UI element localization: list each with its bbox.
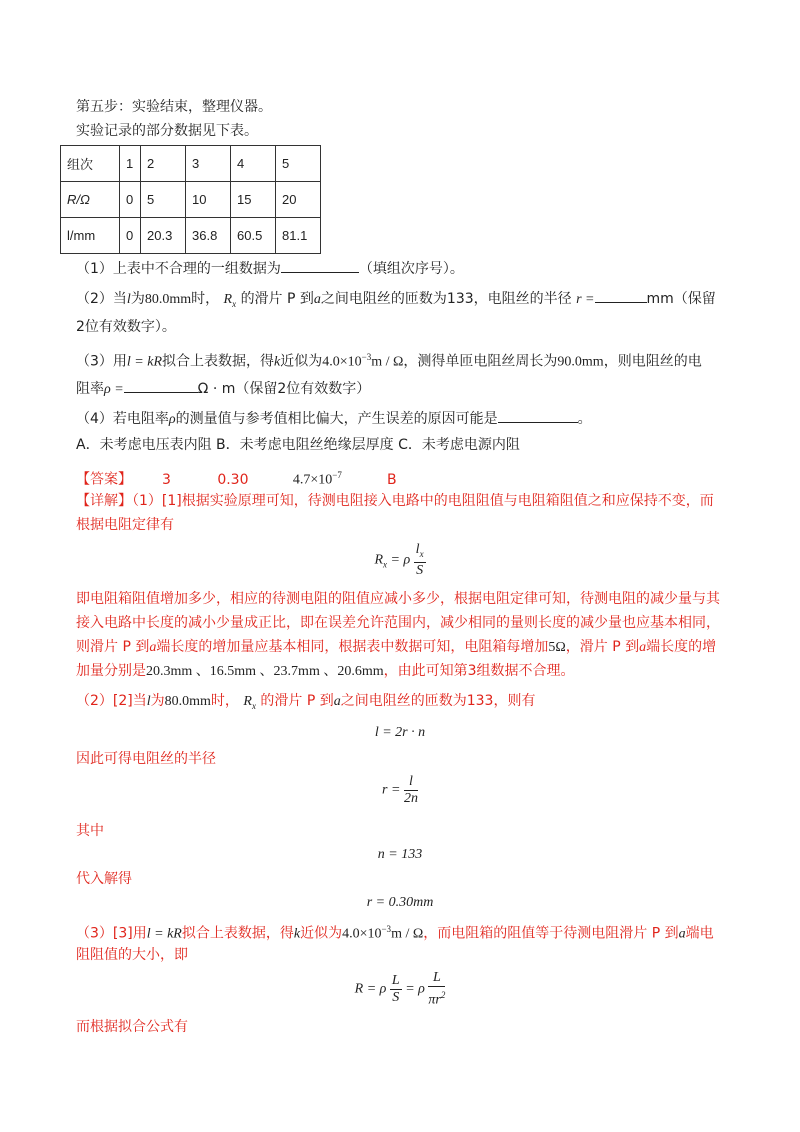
detail-text: 为 <box>150 693 165 709</box>
q2-text: 的滑片 P 到 <box>240 291 314 307</box>
p3-a-var: a <box>333 694 341 709</box>
q2-text: 时， <box>191 291 220 307</box>
question-3 <box>76 348 702 372</box>
table-cell: 0 <box>120 182 141 218</box>
q3-text: 近似为 <box>280 353 323 370</box>
equation-resistance-law <box>0 542 800 579</box>
eq1-den: S <box>416 562 424 578</box>
detail-text: 的滑片 P 到 <box>260 693 334 709</box>
table-row <box>61 146 321 182</box>
table-cell: 2 <box>141 146 186 182</box>
detail-p7f: 阻阻值的大小，即 <box>76 947 188 963</box>
q2-text: 之间电阻丝的匝数为133，电阻丝的半径 <box>320 291 572 307</box>
answer-4: B <box>387 471 397 488</box>
eq6-fraction-1 <box>390 973 402 1006</box>
detail-text: 近似为 <box>300 925 343 942</box>
q1-text: （1）上表中不合理的一组数据为 <box>76 261 281 277</box>
eq6-den2: πr <box>428 992 441 1008</box>
detail-text: 端长度的增加量应基本相同，根据表中数据可知，电阻箱每增加 <box>156 639 549 655</box>
q2-blank <box>595 288 647 303</box>
p3-rs-var: R <box>243 694 252 709</box>
q4-text: 的测量值与参考值相比偏大，产生误差的原因可能是 <box>175 411 498 427</box>
detail-text: 时， <box>210 693 239 709</box>
eq6-den2-exp: 2 <box>440 990 446 1000</box>
answer-label: 【答案】 <box>76 471 132 488</box>
detail-text: 端长度的增 <box>646 639 717 655</box>
step5-text: 第五步：实验结束，整理仪器。 <box>76 99 272 115</box>
q4-rho-var: ρ <box>168 412 176 427</box>
detail-p3 <box>76 692 535 715</box>
table-cell: l/mm <box>61 218 120 254</box>
table-cell: 5 <box>141 182 186 218</box>
detail-p2c <box>76 638 716 657</box>
table-row <box>61 218 321 254</box>
eq3-fraction <box>404 774 418 807</box>
table-cell: 5 <box>276 146 321 182</box>
eq6-lhs: R = ρ <box>354 981 387 997</box>
eq1-num-sub: x <box>419 548 424 559</box>
detail-p2b: 接入电路中长度的减小少量成正比，即在误差允许范围内，减少相同的量则长度的减少量也应基本相同， <box>76 615 720 631</box>
table-cell: 81.1 <box>276 218 321 254</box>
detail-text: ，由此可知第3组数据不合理。 <box>383 663 575 679</box>
q3-text: Ω · m（保留2位有效数字） <box>197 381 371 397</box>
p7-k-var: k <box>293 926 301 942</box>
p3-l-var: l <box>146 694 151 709</box>
q3-text: ，则电阻丝的电 <box>603 353 702 370</box>
q2-length: 80.0mm <box>144 292 192 307</box>
eq3-num: l <box>404 774 418 791</box>
q3-text: 拟合上表数据，得 <box>162 353 275 370</box>
answer-3: 4.7×10 <box>292 472 333 488</box>
detail-p8: 而根据拟合公式有 <box>76 1019 188 1035</box>
q3-blank <box>124 378 198 393</box>
detail-p4: 因此可得电阻丝的半径 <box>76 751 216 767</box>
q2-a-var: a <box>313 292 321 307</box>
q2-l-var: l <box>126 292 131 307</box>
eq1-fraction <box>414 542 426 579</box>
table-cell: 4 <box>231 146 276 182</box>
q1-blank <box>281 258 359 273</box>
eq6-fraction-2 <box>428 970 445 1009</box>
detail-text: （3）[3]用 <box>76 925 147 942</box>
q3-text: ，测得单匝电阻丝周长为 <box>403 353 558 370</box>
detail-p2a: 即电阻箱阻值增加多少，相应的待测电阻的阻值应减小多少，根据电阻定律可知，待测电阻的减少量与其 <box>76 591 720 607</box>
eq5: r = 0.30mm <box>366 895 434 910</box>
table-cell: 15 <box>231 182 276 218</box>
table-cell: 1 <box>120 146 141 182</box>
q3-text: （3）用 <box>76 353 127 370</box>
q1-suffix: （填组次序号）。 <box>358 261 464 277</box>
eq1-mid: = ρ <box>390 552 411 568</box>
detail-label: 【详解】 <box>76 493 132 509</box>
detail-p2d <box>76 662 575 681</box>
answer-3-exp: −7 <box>332 470 342 480</box>
detail-p7 <box>76 920 714 944</box>
p2c-value: 5Ω <box>548 640 566 655</box>
p3-length: 80.0mm <box>164 694 211 709</box>
eq6-num1: L <box>391 972 400 988</box>
q3-k-var: k <box>274 354 281 370</box>
detail-text: 之间电阻丝的匝数为133，则有 <box>340 693 536 709</box>
equation-radius <box>0 774 800 807</box>
p7-k-exp: −3 <box>381 924 392 934</box>
equation-resistance <box>0 970 800 1009</box>
p7-formula: l = kR <box>146 926 182 942</box>
detail-text: ，滑片 P 到 <box>565 639 640 655</box>
table-row <box>61 182 321 218</box>
p2d-values: 20.3mm 、16.5mm 、23.7mm 、20.6mm <box>146 664 384 679</box>
table-cell: 10 <box>186 182 231 218</box>
question-1 <box>76 258 464 278</box>
q2-text: 为 <box>130 291 145 307</box>
table-cell: 20.3 <box>141 218 186 254</box>
equation-turns: n = 133 <box>377 847 423 862</box>
table-cell: 3 <box>186 146 231 182</box>
q2-r-eq: r = <box>576 292 595 307</box>
q4-text: 。 <box>577 411 592 427</box>
p7-k-unit: m / Ω <box>391 926 424 942</box>
eq1-num: l <box>415 542 420 557</box>
table-cell: 0 <box>120 218 141 254</box>
p2c-a-var: a <box>149 640 157 655</box>
q2-text: mm（保留 <box>646 291 716 307</box>
q2-line2: 2位有效数字）。 <box>76 319 176 335</box>
equation-result <box>0 894 800 912</box>
detail-p1b: 根据电阻定律有 <box>76 517 174 533</box>
eq1-lhs-sub: x <box>383 559 387 570</box>
answer-2: 0.30 <box>217 471 249 488</box>
detail-text: 则滑片 P 到 <box>76 639 150 655</box>
q3-perimeter: 90.0mm <box>557 354 604 370</box>
eq6-num2: L <box>428 970 445 987</box>
detail-text: 拟合上表数据，得 <box>181 925 294 942</box>
eq6-mid: = ρ <box>405 981 425 997</box>
question-2 <box>76 288 716 313</box>
q2-text: （2）当 <box>76 291 127 307</box>
q4-text: （4）若电阻率 <box>76 411 169 427</box>
p7-k-value: 4.0×10 <box>342 926 382 942</box>
table-cell: 组次 <box>61 146 120 182</box>
detail-text: ，而电阻箱的阻值等于待测电阻滑片 P 到 <box>423 925 679 942</box>
q3-k-exp: −3 <box>361 352 372 362</box>
answer-line <box>76 466 414 490</box>
equation-length: l = 2r · n <box>374 725 426 740</box>
table-cell: 20 <box>276 182 321 218</box>
table-cell: 60.5 <box>231 218 276 254</box>
eq1-lhs: R <box>374 552 383 568</box>
detail-text: 加量分别是 <box>76 663 146 679</box>
table-caption: 实验记录的部分数据见下表。 <box>76 123 258 139</box>
q2-rs-var: R <box>223 292 233 307</box>
question-4 <box>76 408 592 429</box>
detail-text: （2）[2]当 <box>76 693 147 709</box>
table-cell: 36.8 <box>186 218 231 254</box>
q3-formula: l = kR <box>126 354 163 370</box>
detail-p6: 代入解得 <box>76 871 132 887</box>
q4-options: A．未考虑电压表内阻 B．未考虑电阻丝绝缘层厚度 C．未考虑电源内阻 <box>76 437 520 453</box>
eq3-lhs: r = <box>382 782 401 798</box>
q4-blank <box>498 408 578 423</box>
eq6-den1: S <box>392 989 400 1005</box>
q3-k-value: 4.0×10 <box>322 354 362 370</box>
detail-p5: 其中 <box>76 823 104 839</box>
q3-k-unit: m / Ω <box>371 354 404 370</box>
table-cell: R/Ω <box>61 182 120 218</box>
detail-text: 端电 <box>685 925 714 942</box>
q3-text: 阻率 <box>76 381 104 397</box>
answer-1: 3 <box>161 471 171 488</box>
eq3-den: 2n <box>403 791 418 806</box>
p7-a-var: a <box>678 926 686 942</box>
detail-text: （1）[1]根据实验原理可知，待测电阻接入电路中的电阻阻值与电阻箱阻值之和应保持不变，而 <box>132 493 714 509</box>
q2-rs-sub: x <box>232 298 237 309</box>
q3-line2 <box>76 378 370 399</box>
data-table <box>60 145 321 254</box>
detail-p1a <box>76 492 714 510</box>
q3-rho-eq: ρ = <box>104 382 124 397</box>
p2c-a-var: a <box>639 640 647 655</box>
p3-rs-sub: x <box>251 700 256 711</box>
